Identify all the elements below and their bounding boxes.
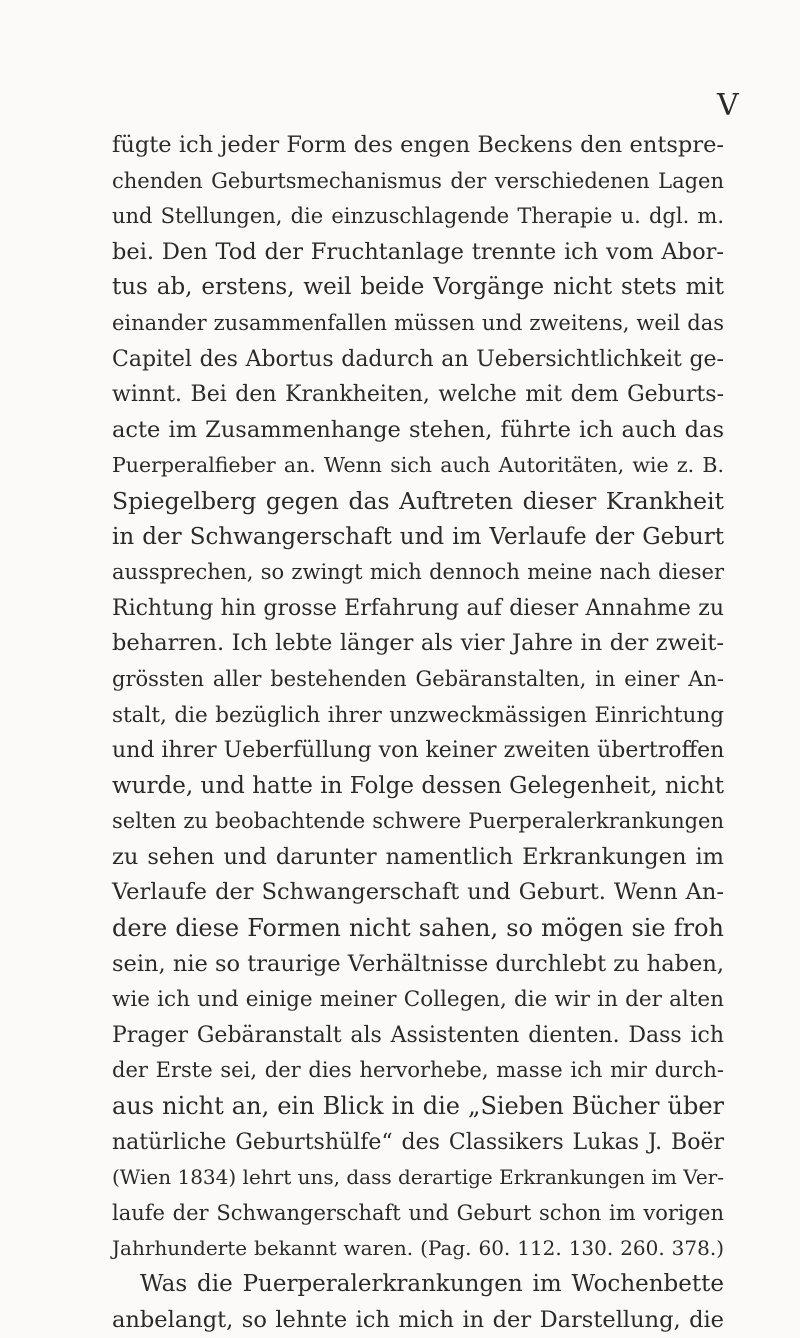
text-line-26: Prager Gebäranstalt als Assistenten dienten. Dass ich xyxy=(112,1022,724,1048)
text-line-27: der Erste sei, der dies hervorhebe, masse ich mir durch- xyxy=(112,1058,724,1083)
text-line-1: fügte ich jeder Form des engen Beckens den entspre- xyxy=(112,132,724,158)
text-line-11: Spiegelberg gegen das Auftreten dieser Krankheit xyxy=(112,486,724,515)
text-line-16: grössten aller bestehenden Gebäranstalten, in einer An- xyxy=(112,666,724,691)
text-line-30: (Wien 1834) lehrt uns, dass derartige Erkrankungen im Ver- xyxy=(112,1165,724,1190)
text-line-33: Was die Puerperalerkrankungen im Wochenbette xyxy=(140,1271,724,1297)
text-line-8: winnt. Bei den Krankheiten, welche mit dem Geburts- xyxy=(112,382,724,408)
text-line-29: natürliche Geburtshülfe“ des Classikers Lukas J. Boër xyxy=(112,1129,724,1155)
text-line-9: acte im Zusammenhange stehen, führte ich auch das xyxy=(112,416,724,443)
text-line-23: dere diese Formen nicht sahen, so mögen sie froh xyxy=(112,914,724,943)
text-line-17: stalt, die bezüglich ihrer unzweckmässigen Einrichtung xyxy=(112,702,724,728)
text-line-28: aus nicht an, ein Blick in die „Sieben Bücher über xyxy=(112,1092,724,1121)
text-line-3: und Stellungen, die einzuschlagende Therapie u. dgl. m. xyxy=(112,204,724,229)
text-line-2: chenden Geburtsmechanismus der verschiedenen Lagen xyxy=(112,168,724,193)
text-line-4: bei. Den Tod der Fruchtanlage trennte ich vom Abor- xyxy=(112,238,724,265)
text-line-32: Jahrhunderte bekannt waren. (Pag. 60. 112. 130. 260. 378.) xyxy=(112,1236,724,1261)
text-line-5: tus ab, erstens, weil beide Vorgänge nicht stets mit xyxy=(112,274,724,301)
text-line-10: Puerperalfieber an. Wenn sich auch Autoritäten, wie z. B. xyxy=(112,453,724,478)
text-line-6: einander zusammenfallen müssen und zweitens, weil das xyxy=(112,310,724,335)
text-line-7: Capitel des Abortus dadurch an Uebersichtlichkeit ge- xyxy=(112,346,724,372)
body-text xyxy=(112,128,724,1338)
page-number: V xyxy=(717,88,740,123)
text-line-24: sein, nie so traurige Verhältnisse durchlebt zu haben, xyxy=(112,950,725,977)
text-line-19: wurde, und hatte in Folge dessen Gelegenheit, nicht xyxy=(112,772,724,799)
text-line-14: Richtung hin grosse Erfahrung auf dieser Annahme zu xyxy=(112,595,724,621)
text-line-20: selten zu beobachtende schwere Puerperalerkrankungen xyxy=(112,809,724,834)
text-line-34: anbelangt, so lehnte ich mich in der Darstellung, die xyxy=(112,1306,724,1333)
text-line-31: laufe der Schwangerschaft und Geburt schon im vorigen xyxy=(112,1200,724,1225)
text-line-25: wie ich und einige meiner Collegen, die wir in der alten xyxy=(112,987,724,1013)
text-line-15: beharren. Ich lebte länger als vier Jahre in der zweit- xyxy=(112,630,724,657)
text-line-21: zu sehen und darunter namentlich Erkrankungen im xyxy=(112,843,724,870)
text-line-18: und ihrer Ueberfüllung von keiner zweiten übertroffen xyxy=(112,738,725,764)
text-line-12: in der Schwangerschaft und im Verlaufe der Geburt xyxy=(112,523,724,550)
text-line-22: Verlaufe der Schwangerschaft und Geburt. Wenn An- xyxy=(112,879,724,906)
text-line-13: aussprechen, so zwingt mich dennoch meine nach dieser xyxy=(112,560,724,585)
